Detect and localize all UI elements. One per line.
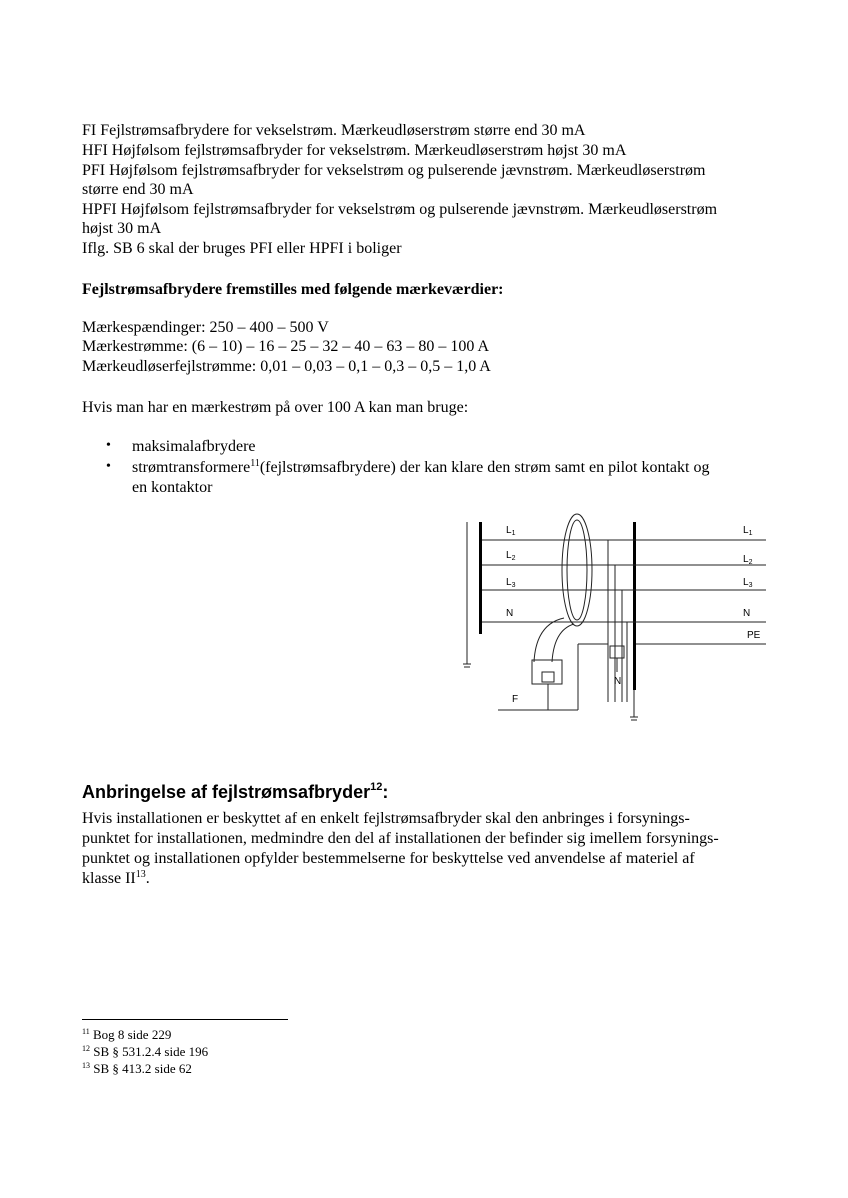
placement-last-suffix: .: [145, 870, 150, 887]
over100-intro: Hvis man har en mærkestrøm på over 100 A kan man bruge:: [82, 399, 469, 416]
placement-heading-suffix: :: [382, 782, 389, 802]
footnote-ref-13: 13: [135, 869, 146, 880]
footnote-11-number: 11: [82, 1027, 90, 1036]
bullet-2-pre: strømtransformere: [132, 459, 251, 476]
footnote-separator: [82, 1019, 288, 1020]
footnote-11: [82, 1027, 171, 1042]
placement-heading: [82, 782, 388, 803]
label-n-box: N: [614, 676, 622, 687]
intro-line-hpfi: HPFI Højfølsom fejlstrømsafbryder for vekselstrøm og pulserende jævnstrøm. Mærkeudløserstrøm: [82, 201, 718, 218]
right-label-l2: $L_2$: [743, 554, 753, 566]
placement-line-1: Hvis installationen er beskyttet af en enkelt fejlstrømsafbryder skal den anbringes i forsynings-: [82, 810, 690, 827]
footnote-12: [82, 1044, 208, 1059]
ratings-line-voltage: Mærkespændinger: 250 – 400 – 500 V: [82, 319, 329, 336]
right-label-l1: $L_1$: [743, 525, 753, 537]
rcd-wiring-diagram: [458, 512, 778, 727]
placement-heading-text: Anbringelse af fejlstrømsafbryder: [82, 782, 371, 802]
intro-line-iflg: Iflg. SB 6 skal der bruges PFI eller HPFI i boliger: [82, 240, 402, 257]
relay-coil: [542, 672, 554, 682]
left-label-n: N: [506, 608, 514, 619]
ct-lead-inner: [552, 624, 574, 662]
bullet-2-dot: •: [106, 459, 111, 474]
left-label-l2: $L_2$: [506, 550, 516, 562]
footnote-13-number: 13: [82, 1061, 90, 1070]
intro-line-hpfi-cont: højst 30 mA: [82, 220, 162, 237]
intro-line-pfi: PFI Højfølsom fejlstrømsafbryder for vekselstrøm og pulserende jævnstrøm. Mærkeudløserstrøm: [82, 162, 706, 179]
ratings-line-fault-current: Mærkeudløserfejlstrømme: 0,01 – 0,03 – 0,1 – 0,3 – 0,5 – 1,0 A: [82, 358, 491, 375]
intro-line-fi: FI Fejlstrømsafbrydere for vekselstrøm. Mærkeudløserstrøm større end 30 mA: [82, 122, 586, 139]
intro-line-hfi: HFI Højfølsom fejlstrømsafbryder for vekselstrøm. Mærkeudløserstrøm højst 30 mA: [82, 142, 627, 159]
left-label-l1: $L_1$: [506, 525, 516, 537]
ct-lead-outer: [534, 618, 564, 662]
placement-last-text: klasse II: [82, 870, 136, 887]
right-label-n: N: [743, 608, 751, 619]
bullet-2-post: (fejlstrømsafbrydere) der kan klare den strøm samt en pilot kontakt og: [259, 459, 710, 476]
footnote-ref-11: 11: [250, 458, 260, 469]
bullet-2-continuation: en kontaktor: [132, 479, 213, 496]
footnote-12-text: SB § 531.2.4 side 196: [90, 1044, 209, 1059]
intro-line-pfi-cont: større end 30 mA: [82, 181, 194, 198]
placement-line-2: punktet for installationen, medmindre den del af installationen der befinder sig imellem forsynings-: [82, 830, 719, 847]
right-label-pe: PE: [747, 630, 761, 641]
footnote-13-text: SB § 413.2 side 62: [90, 1061, 192, 1076]
footnote-ref-12: 12: [370, 781, 383, 793]
footnote-12-number: 12: [82, 1044, 90, 1053]
left-bus-bar: [479, 522, 482, 634]
left-label-l3: $L_3$: [506, 577, 516, 589]
bullet-1-text: maksimalafbrydere: [132, 438, 256, 455]
label-f: F: [512, 694, 519, 705]
bullet-2-text: [132, 458, 709, 477]
placement-line-3: punktet og installationen opfylder bestemmelserne for beskyttelse ved anvendelse af materiel af: [82, 850, 695, 867]
right-bus-bar: [633, 522, 636, 690]
bullet-1-dot: •: [106, 438, 111, 453]
placement-line-4: [82, 869, 150, 888]
ratings-line-current: Mærkestrømme: (6 – 10) – 16 – 25 – 32 – 40 – 63 – 80 – 100 A: [82, 338, 490, 355]
ct-ring-inner: [567, 520, 587, 620]
right-label-l3: $L_3$: [743, 577, 753, 589]
footnote-13: [82, 1061, 192, 1076]
ratings-heading: Fejlstrømsafbrydere fremstilles med følgende mærkeværdier:: [82, 281, 504, 298]
footnote-11-text: Bog 8 side 229: [89, 1027, 172, 1042]
